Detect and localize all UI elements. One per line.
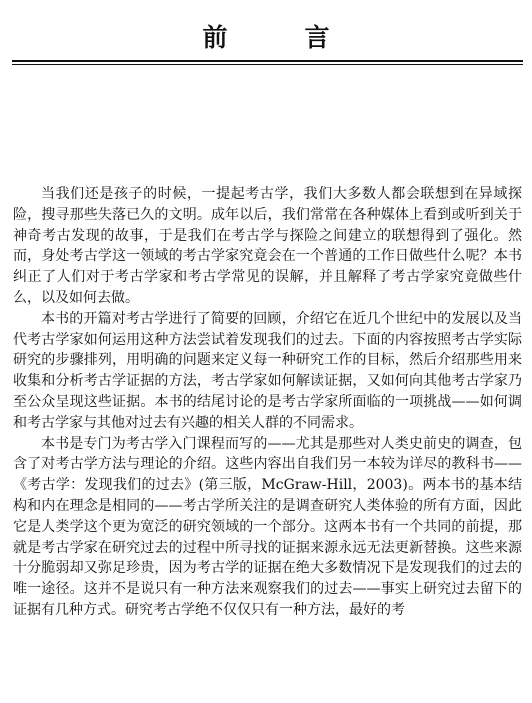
paragraph-3: 本书是专门为考古学入门课程而写的——尤其是那些对人类史前史的调查，包含了对考古学方法与理论的介绍。这些内容出自我们另一本较为详尽的教科书——《考古学：发现我们的过去》(第三版，McGraw-Hill，2003)。两本书的基本结构和内在理念是相同的——考古学所关注的是调查研究人类体验的所有方面，因此它是人类学这个更为宽泛的研究领域的一个部分。这两本书有一个共同的前提，那就是考古学家在研究过去的过程中所寻找的证据来源永远无法更新替换。这些来源十分脆弱却又弥足珍贵，因为考古学的证据在绝大多数情况下是发现我们的过去的唯一途径。这并不是说只有一种方法来观察我们的过去——事实上研究过去留下的证据有几种方式。研究考古学绝不仅仅只有一种方法，最好的考 — [13, 435, 522, 618]
page-title: 前 言 — [202, 23, 356, 52]
paragraph-2: 本书的开篇对考古学进行了简要的回顾，介绍它在近几个世纪中的发展以及当代考古学家如何运用这种方法尝试着发现我们的过去。下面的内容按照考古学实际研究的步骤排列，用明确的问题来定义每一种研究工作的目标，然后介绍那些用来收集和分析考古学证据的方法，考古学家如何解读证据，又如何向其他考古学家乃至公众呈现这些证据。本书的结尾讨论的是考古学家所面临的一项挑战——如何调和考古学家与其他对过去有兴趣的相关人群的不同需求。 — [13, 310, 522, 431]
body-text — [13, 184, 522, 621]
paragraph-1: 当我们还是孩子的时候，一提起考古学，我们大多数人都会联想到在异域探险，搜寻那些失落已久的文明。成年以后，我们常常在各种媒体上看到或听到关于神奇考古发现的故事，于是我们在考古学与探险之间建立的联想得到了强化。然而，身处考古学这一领域的考古学家究竟会在一个普通的工作日做些什么呢？本书纠正了人们对于考古学家和考古学常见的误解，并且解释了考古学家究竟做些什么，以及如何去做。 — [13, 186, 522, 306]
title-rule-thin — [12, 64, 523, 65]
title-rule-thick — [12, 60, 523, 62]
